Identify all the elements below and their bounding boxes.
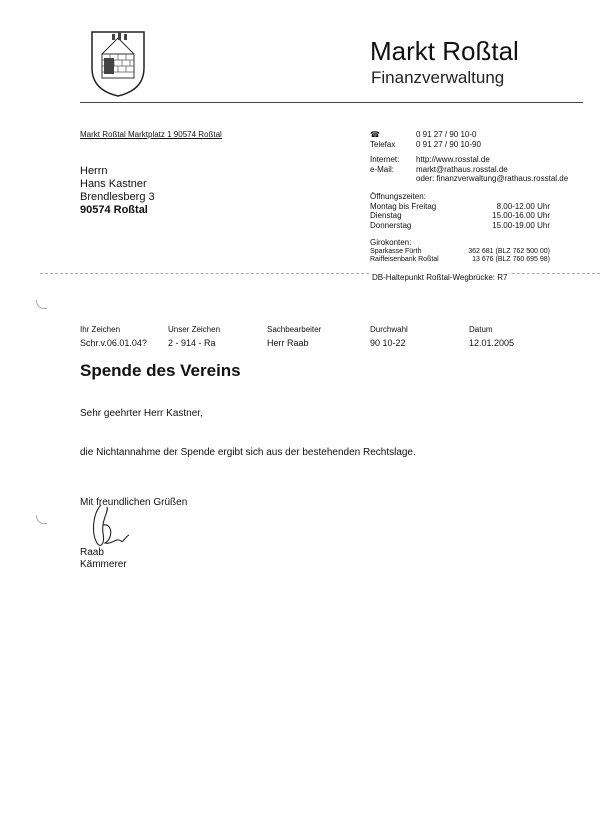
phone-number: 0 91 27 / 90 10-0 [416, 130, 477, 139]
ref-label: Ihr Zeichen [80, 325, 121, 334]
ref-value: 90 10-22 [370, 338, 406, 348]
recipient-address [80, 165, 155, 217]
letter-subject: Spende des Vereins [80, 361, 241, 380]
bank-name: Raiffeisenbank Roßtal [370, 256, 439, 263]
ref-value: 12.01.2005 [469, 338, 515, 348]
letter-body: die Nichtannahme der Spende ergibt sich aus der bestehenden Rechtslage. [80, 447, 416, 458]
bank-name: Sparkasse Fürth [370, 247, 422, 255]
db-stop: DB-Haltepunkt Roßtal-Wegbrücke: R7 [372, 273, 508, 282]
recipient-city: 90574 Roßtal [80, 204, 148, 216]
hours-row [370, 221, 550, 231]
ref-label: Sachbearbeiter [267, 325, 322, 334]
fold-mark [36, 300, 47, 309]
opening-hours [370, 192, 550, 230]
fax-label: Telefax [370, 139, 396, 149]
ref-value: Herr Raab [267, 338, 309, 348]
bank-row [370, 256, 550, 265]
ref-column [168, 325, 220, 348]
hours-time: 15.00-19.00 Uhr [492, 220, 550, 230]
reference-line [80, 325, 550, 355]
hours-day: Donnerstag [370, 220, 412, 230]
hours-row [370, 202, 550, 212]
coat-of-arms-icon [88, 28, 148, 98]
hours-time: 8.00-12.00 Uhr [496, 201, 550, 211]
internet-label: Internet: [370, 155, 400, 164]
letter-greeting: Sehr geehrter Herr Kastner, [80, 408, 203, 419]
banks-title: Girokonten: [370, 238, 412, 247]
hours-day: Montag bis Freitag [370, 201, 437, 211]
ref-label: Durchwahl [370, 325, 408, 334]
ref-column [370, 325, 408, 348]
ref-value: 2 - 914 - Ra [168, 338, 216, 348]
hours-row [370, 211, 550, 221]
bank-row [370, 248, 550, 257]
contact-block [370, 130, 568, 184]
email-label: e-Mail: [370, 164, 395, 174]
letter-closing: Mit freundlichen Grüßen [80, 497, 188, 508]
email-link[interactable]: markt@rathaus.rosstal.de [416, 164, 508, 174]
bank-account: 13 676 (BLZ 760 695 98) [472, 256, 550, 263]
telephone-icon: ☎ [370, 130, 380, 139]
handwritten-signature [83, 503, 133, 551]
bank-accounts [370, 239, 550, 265]
hours-time: 15.00-16.00 Uhr [492, 211, 550, 220]
fold-mark [36, 515, 47, 524]
bank-account: 362 681 (BLZ 762 500 00) [468, 247, 550, 255]
signer-title: Kämmerer [80, 559, 127, 570]
ref-label: Datum [469, 325, 493, 334]
fold-divider [40, 273, 600, 274]
hours-title: Öffnungszeiten: [370, 192, 426, 201]
header-divider [80, 102, 583, 103]
fax-number: 0 91 27 / 90 10-90 [416, 139, 481, 149]
office-department: Finanzverwaltung [371, 68, 505, 87]
hours-day: Dienstag [370, 211, 402, 220]
ref-column [267, 325, 321, 348]
recipient-street: Brendlesberg 3 [80, 191, 155, 203]
ref-value: Schr.v.06.01.04? [80, 338, 147, 348]
recipient-salutation: Herrn [80, 165, 108, 177]
sender-line: Markt Roßtal Marktplatz 1 90574 Roßtal [80, 130, 222, 139]
ref-column [80, 325, 147, 348]
website-link[interactable]: http://www.rosstal.de [416, 155, 490, 164]
office-name: Markt Roßtal [370, 36, 519, 66]
ref-label: Unser Zeichen [168, 325, 221, 334]
email-alt-link[interactable]: oder: finanzverwaltung@rathaus.rosstal.de [416, 174, 569, 183]
ref-column [469, 325, 514, 348]
signer-name: Raab [80, 547, 104, 558]
recipient-name: Hans Kastner [80, 178, 147, 190]
